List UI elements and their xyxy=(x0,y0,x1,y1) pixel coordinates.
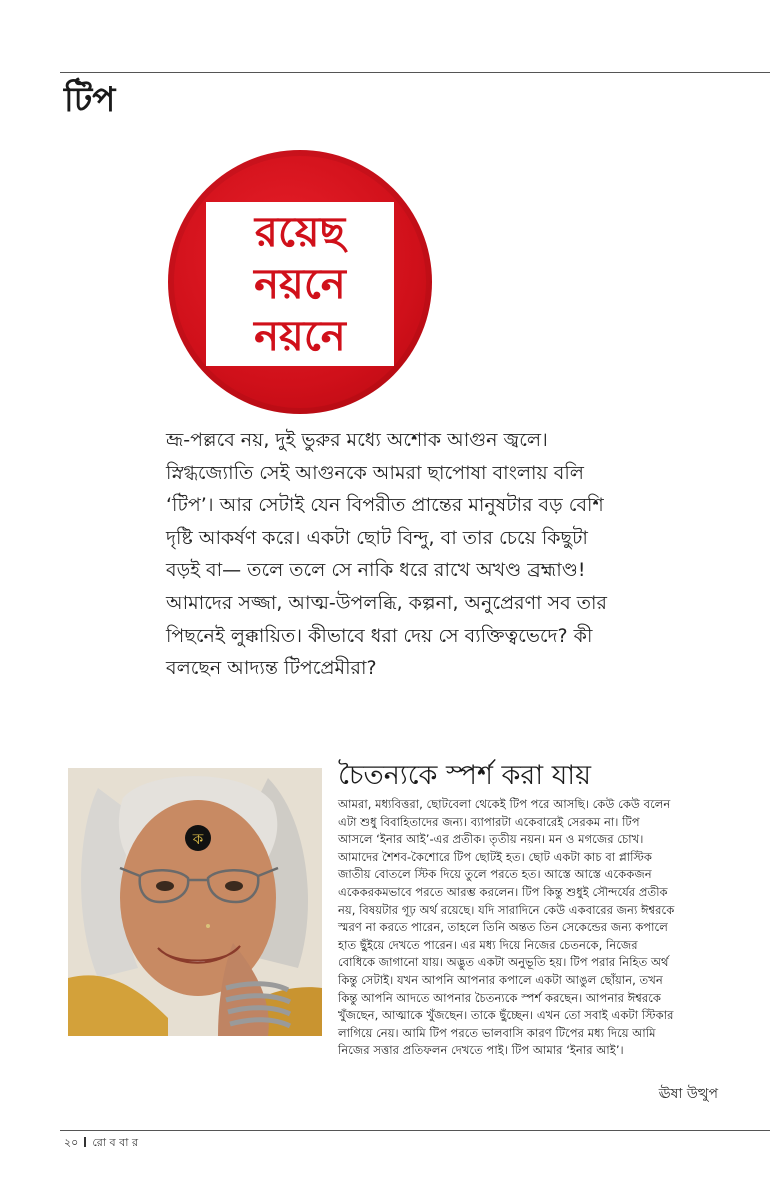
title-line-1: রয়েছ xyxy=(254,207,346,256)
body-line: লাগিয়ে নেয়। আমি টিপ পরতে ভালবাসি কারণ টিপের মধ্য দিয়ে আমি xyxy=(338,1025,656,1040)
body-line: কিন্তু সেটাই। যখন আপনি আপনার কপালে একটা আঙুল ছোঁয়ান, তখন xyxy=(338,972,663,987)
body-line: কিন্তু আপনি আদতে আপনার চৈতন্যকে স্পর্শ করছেন। আপনার ঈশ্বরকে xyxy=(338,990,662,1005)
bindi-letter: ক xyxy=(192,830,204,848)
body-line: খুঁজছেন, আত্মাকে খুঁজছেন। তাকে ছুঁচ্ছেন। এখন তো সবাই একটা স্টিকার xyxy=(338,1008,674,1023)
body-line: বোধিকে জাগানো যায়। অদ্ভুত একটা অনুভূতি হয়। টিপ পরার নিহিত অর্থ xyxy=(338,955,669,970)
title-badge xyxy=(168,150,432,414)
intro-line: ‘টিপ’। আর সেটাই যেন বিপরীত প্রান্তের মানুষটার বড় বেশি xyxy=(166,494,604,517)
intro-line: পিছনেই লুক্কায়িত। কীভাবে ধরা দেয় সে ব্যক্তিত্বভেদে? কী xyxy=(166,624,593,647)
article-body xyxy=(338,796,734,1060)
intro-line: আমাদের সজ্জা, আত্ম-উপলব্ধি, কল্পনা, অনুপ্রেরণা সব তার xyxy=(166,591,608,614)
body-line: স্মরণ না করতে পারেন, তাহলে তিনি অন্তত তিন সেকেন্ডের জন্য কপালে xyxy=(338,920,668,935)
body-line: এটা শুধু বিবাহিতাদের জন্য। ব্যাপারটা একেবারেই সেরকম না। টিপ xyxy=(338,814,640,829)
page-number: ২০ xyxy=(64,1136,79,1149)
footer-divider xyxy=(84,1137,86,1147)
section-label: টিপ xyxy=(64,80,116,120)
author-byline: ঊষা উত্থুপ xyxy=(658,1086,718,1102)
article-headline: চৈতন্যকে স্পর্শ করা যায় xyxy=(338,760,591,791)
title-badge-panel xyxy=(206,202,394,366)
intro-line: বড়ই বা— তলে তলে সে নাকি ধরে রাখে অখণ্ড ব্রহ্মাণ্ড! xyxy=(166,559,586,582)
body-line: আসলে ‘ইনার আই’-এর প্রতীক। তৃতীয় নয়ন। মন ও মগজের চোখ। xyxy=(338,832,644,847)
magazine-name: রো ব বা র xyxy=(92,1136,138,1149)
body-line: নয়, বিষয়টার গূঢ় অর্থ রয়েছে। যদি সারাদিনে কেউ একবারের জন্য ঈশ্বরকে xyxy=(338,902,675,917)
intro-line: স্নিগ্ধজ্যোতি সেই আগুনকে আমরা ছাপোষা বাংলায় বলি xyxy=(166,461,584,484)
intro-line: বলছেন আদ্যন্ত টিপপ্রেমীরা? xyxy=(166,657,377,680)
body-line: আমাদের শৈশব-কৈশোরে টিপ ছোটই হত। ছোট একটা কাচ বা প্লাস্টিক xyxy=(338,849,653,864)
body-line: জাতীয় বোতলে স্টিক দিয়ে তুলে পরতে হত। আস্তে আস্তে একেকজন xyxy=(338,867,652,882)
portrait-photo xyxy=(68,768,322,1036)
title-line-2: নয়নে xyxy=(254,259,346,308)
body-line: আমরা, মধ্যবিত্তরা, ছোটবেলা থেকেই টিপ পরে আসছি। কেউ কেউ বলেন xyxy=(338,797,671,811)
top-rule xyxy=(60,72,770,73)
intro-line: ভ্রূ-পল্লবে নয়, দুই ভুরুর মধ্যে অশোক আগুন জ্বলে। xyxy=(166,429,548,451)
intro-line: দৃষ্টি আকর্ষণ করে। একটা ছোট বিন্দু, বা তার চেয়ে কিছুটা xyxy=(166,526,588,549)
portrait-illustration xyxy=(68,768,322,1036)
page-footer xyxy=(64,1134,138,1153)
body-line: নিজের সত্তার প্রতিফলন দেখতে পাই। টিপ আমার ‘ইনার আই’। xyxy=(338,1043,624,1058)
body-line: একেকরকমভাবে পরতে আরম্ভ করলেন। টিপ কিন্তু শুধুই সৌন্দর্যের প্রতীক xyxy=(338,884,668,899)
bottom-rule xyxy=(60,1130,770,1131)
intro-paragraph xyxy=(166,424,726,685)
title-line-3: নয়নে xyxy=(254,311,346,360)
body-line: হাত ছুঁইয়ে দেখতে পারেন। এর মধ্য দিয়ে নিজের চেতনকে, নিজের xyxy=(338,937,638,952)
